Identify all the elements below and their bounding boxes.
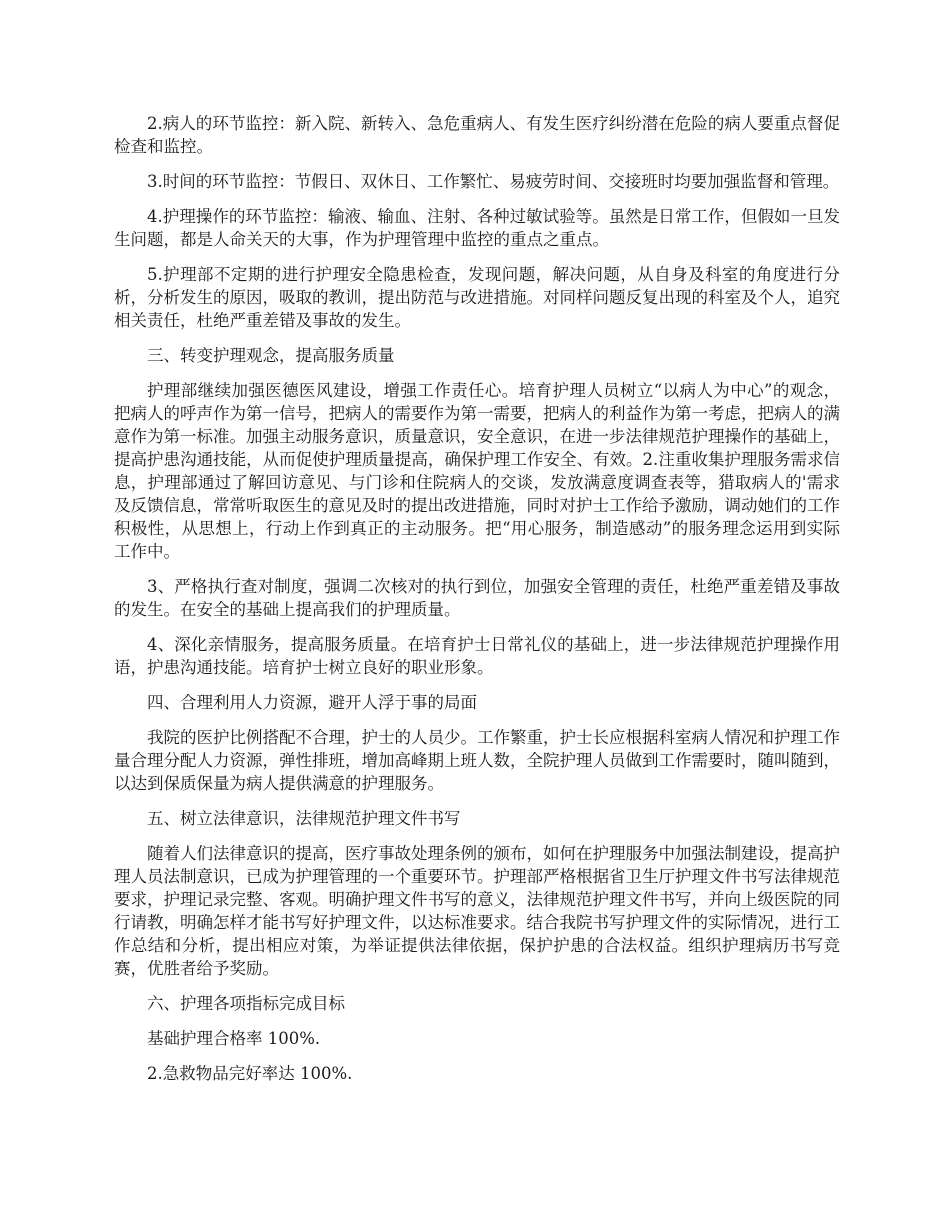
section-heading-4: 四、合理利用人力资源，避开人浮于事的局面 [147, 693, 477, 712]
paragraph-service-concept: 护理部继续加强医德医风建设，增强工作责任心。培育护理人员树立“以病人为中心”的观念，把病人的呼声作为第一信号，把病人的需要作为第一需要，把病人的利益作为第一考虑，把病人的满意作为第一标准。加强主动服务意识，质量意识，安全意识，在进一步法律规范护理操作的基础上，提高护患沟通技能，从而促使护理质量提高，确保护理工作安全、有效。2.注重收集护理服务需求信息，护理部通过了解回访意见、与门诊和住院病人的交谈，发放满意度调查表等，猎取病人的'需求及反馈信息，常常听取医生的意见及时的提出改进措施，同时对护士工作给予激励，调动她们的工作积极性，从思想上，行动上作到真正的主动服务。把“用心服务，制造感动”的服务理念运用到实际工作中。 [114, 381, 840, 561]
paragraph-checking-system: 3、严格执行查对制度，强调二次核对的执行到位，加强安全管理的责任，杜绝严重差错及事故的发生。在安全的基础上提高我们的护理质量。 [114, 577, 840, 619]
section-heading-5: 五、树立法律意识，法律规范护理文件书写 [147, 809, 461, 828]
paragraph-human-resources: 我院的医护比例搭配不合理，护士的人员少。工作繁重，护士长应根据科室病人情况和护理工作量合理分配人力资源，弹性排班，增加高峰期上班人数，全院护理人员做到工作需要时，随叫随到，以达到保质保量为病人提供满意的护理服务。 [114, 728, 840, 793]
section-heading-3: 三、转变护理观念，提高服务质量 [147, 346, 395, 365]
paragraph-operation-monitoring: 4.护理操作的环节监控：输液、输血、注射、各种过敏试验等。虽然是日常工作，但假如一旦发生问题，都是人命关天的大事，作为护理管理中监控的重点之重点。 [114, 207, 840, 249]
paragraph-legal-documents: 随着人们法律意识的提高，医疗事故处理条例的颁布，如何在护理服务中加强法制建设，提高护理人员法制意识，已成为护理管理的一个重要环节。护理部严格根据省卫生厅护理文件书写法律规范要求，护理记录完整、客观。明确护理文件书写的意义，法律规范护理文件书写，并向上级医院的同行请教，明确怎样才能书写好护理文件，以达标准要求。结合我院书写护理文件的实际情况，进行工作总结和分析，提出相应对策，为举证提供法律依据，保护护患的合法权益。组织护理病历书写竞赛，优胜者给予奖励。 [114, 844, 840, 978]
paragraph-basic-care-rate: 基础护理合格率 100%. [147, 1029, 321, 1048]
paragraph-emergency-supplies-rate: 2.急救物品完好率达 100%. [147, 1064, 353, 1083]
section-heading-6: 六、护理各项指标完成目标 [147, 994, 345, 1013]
paragraph-safety-inspection: 5.护理部不定期的进行护理安全隐患检查，发现问题，解决问题，从自身及科室的角度进行分析，分析发生的原因，吸取的教训，提出防范与改进措施。对同样问题反复出现的科室及个人，追究相关责任，杜绝严重差错及事故的发生。 [114, 265, 840, 330]
document-body [114, 112, 840, 1097]
paragraph-caring-service: 4、深化亲情服务，提高服务质量。在培育护士日常礼仪的基础上，进一步法律规范护理操作用语，护患沟通技能。培育护士树立良好的职业形象。 [114, 635, 840, 677]
paragraph-patient-monitoring: 2.病人的环节监控：新入院、新转入、急危重病人、有发生医疗纠纷潜在危险的病人要重点督促检查和监控。 [114, 114, 840, 156]
paragraph-time-monitoring: 3.时间的环节监控：节假日、双休日、工作繁忙、易疲劳时间、交接班时均要加强监督和管理。 [147, 172, 840, 191]
